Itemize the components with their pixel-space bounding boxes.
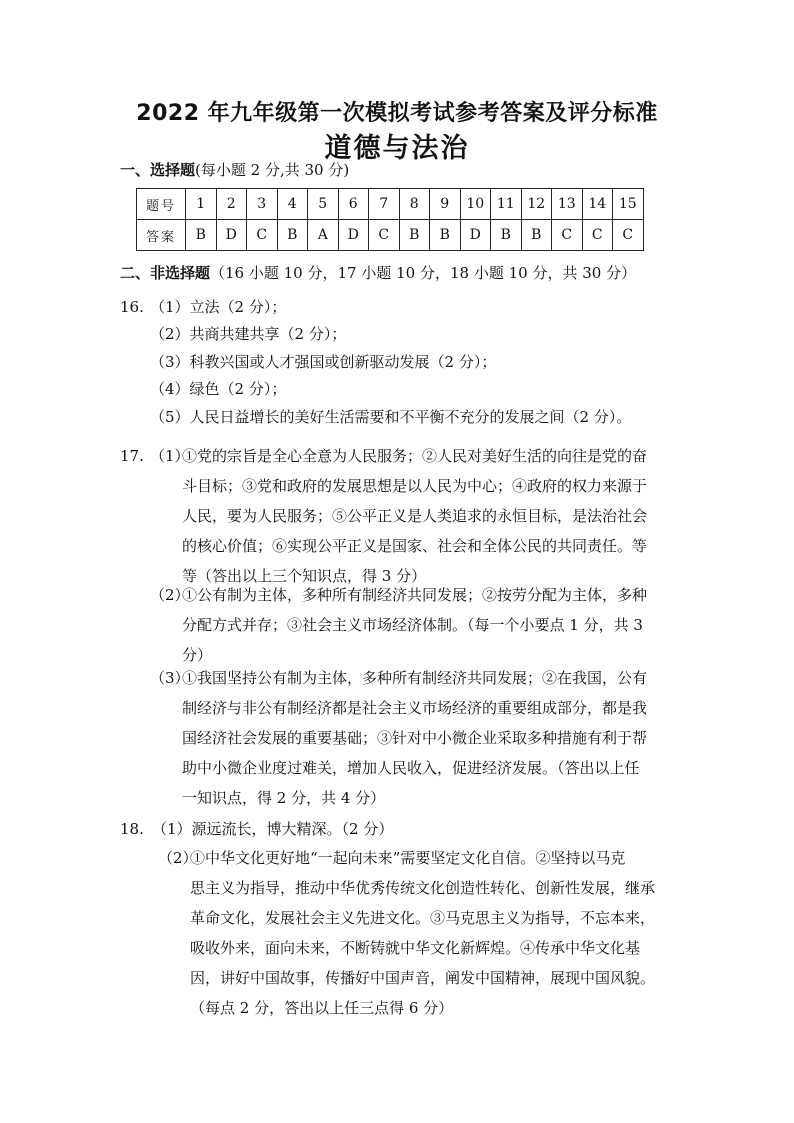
table-cell-answer: C xyxy=(247,220,278,251)
q18-part-2-line: 吸收外来，面向未来，不断铸就中华文化新辉煌。④传承中华文化基 xyxy=(190,939,641,957)
q17-part-3-line: 一知识点，得 2 分，共 4 分） xyxy=(182,789,386,807)
q16-item-4: （4）绿色（2 分）； xyxy=(150,380,287,398)
q17-part-1-line: 等（答出以上三个知识点，得 3 分） xyxy=(182,567,427,585)
table-cell-answer: C xyxy=(552,220,583,251)
q17-part-1-line: 的核心价值；⑥实现公平正义是国家、社会和全体公民的共同责任。等 xyxy=(182,537,648,555)
table-cell-answer: D xyxy=(338,220,369,251)
table-head-number: 题号 xyxy=(137,189,186,220)
table-cell-number: 14 xyxy=(582,189,613,220)
q16-number: 16. xyxy=(120,298,144,316)
q17-part-2-line: ①公有制为主体，多种所有制经济共同发展；②按劳分配为主体，多种 xyxy=(182,586,648,604)
section-1-label: 一、选择题 xyxy=(120,161,196,179)
table-cell-number: 1 xyxy=(186,189,217,220)
q18-part-2-number: （2） xyxy=(158,849,198,867)
q16-item-3: （3）科教兴国或人才强国或创新驱动发展（2 分）； xyxy=(150,353,497,371)
q17-part-3-line: 国经济社会发展的重要基础；③针对中小微企业采取多种措施有利于帮 xyxy=(182,729,648,747)
table-cell-answer: B xyxy=(399,220,430,251)
table-cell-answer: B xyxy=(521,220,552,251)
table-cell-number: 9 xyxy=(430,189,461,220)
q17-part-3-number: （3） xyxy=(150,669,190,687)
section-1-note: (每小题 2 分,共 30 分) xyxy=(195,161,350,179)
q17-part-3-line: 助中小微企业度过难关，增加人民收入，促进经济发展。（答出以上任 xyxy=(182,759,640,777)
table-cell-number: 7 xyxy=(369,189,400,220)
table-cell-number: 8 xyxy=(399,189,430,220)
q17-part-1-line: 斗目标；③党和政府的发展思想是以人民为中心；④政府的权力来源于 xyxy=(182,477,648,495)
q17-part-3-line: ①我国坚持公有制为主体，多种所有制经济共同发展；②在我国，公有 xyxy=(182,669,648,687)
table-cell-number: 15 xyxy=(613,189,644,220)
section-1-heading xyxy=(120,159,349,180)
table-cell-number: 3 xyxy=(247,189,278,220)
q18-part-2 xyxy=(158,843,698,1023)
q18-part-2-line: 因，讲好中国故事，传播好中国声音，阐发中国精神，展现中国风貌。 xyxy=(190,969,656,987)
table-head-answer: 答案 xyxy=(137,220,186,251)
q18-part-2-line: （每点 2 分，答出以上任三点得 6 分） xyxy=(190,999,454,1017)
table-cell-answer: B xyxy=(277,220,308,251)
section-2-heading xyxy=(120,262,636,283)
q17-part-2-number: （2） xyxy=(150,586,190,604)
page-title: 2022 年九年级第一次模拟考试参考答案及评分标准 xyxy=(136,101,658,126)
table-cell-answer: D xyxy=(460,220,491,251)
q17-part-3 xyxy=(150,663,690,813)
section-2-label: 二、非选择题 xyxy=(120,264,211,282)
table-cell-answer: A xyxy=(308,220,339,251)
answer-table-number-row xyxy=(137,189,644,220)
table-cell-answer: B xyxy=(186,220,217,251)
q18-part-2-line: 革命文化，发展社会主义先进文化。③马克思主义为指导，不忘本来， xyxy=(190,909,656,927)
q17-part-1 xyxy=(150,441,690,591)
table-cell-number: 6 xyxy=(338,189,369,220)
table-cell-number: 12 xyxy=(521,189,552,220)
q17-part-3-line: 制经济与非公有制经济都是社会主义市场经济的重要组成部分，都是我 xyxy=(182,699,648,717)
table-cell-number: 5 xyxy=(308,189,339,220)
q17-part-1-line: 人民，要为人民服务；⑤公平正义是人类追求的永恒目标，是法治社会 xyxy=(182,507,648,525)
q17-part-1-number: （1） xyxy=(150,447,190,465)
table-cell-number: 10 xyxy=(460,189,491,220)
table-cell-answer: B xyxy=(491,220,522,251)
table-cell-answer: D xyxy=(216,220,247,251)
q18-part-1: （1）源远流长，博大精深。（2 分） xyxy=(152,820,394,838)
q18-number: 18. xyxy=(120,820,144,838)
q16-item-5: （5）人民日益增长的美好生活需要和不平衡不充分的发展之间（2 分）。 xyxy=(150,408,632,426)
table-cell-answer: C xyxy=(613,220,644,251)
q17-part-2-line: 分配方式并存；③社会主义市场经济体制。（每一个小要点 1 分，共 3 xyxy=(182,616,643,634)
table-cell-answer: C xyxy=(369,220,400,251)
table-cell-number: 13 xyxy=(552,189,583,220)
q17-part-2-line: 分） xyxy=(182,646,213,664)
q17-number: 17. xyxy=(120,447,144,465)
table-cell-number: 4 xyxy=(277,189,308,220)
q17-part-2 xyxy=(150,580,690,670)
q18-part-2-line: 思主义为指导，推动中华优秀传统文化创造性转化、创新性发展，继承 xyxy=(190,879,656,897)
table-cell-answer: C xyxy=(582,220,613,251)
q17-part-1-line: ①党的宗旨是全心全意为人民服务；②人民对美好生活的向往是党的奋 xyxy=(182,447,648,465)
q16-item-1: （1）立法（2 分）； xyxy=(150,298,287,316)
table-cell-number: 11 xyxy=(491,189,522,220)
q18-part-2-line: ①中华文化更好地“一起向未来”需要坚定文化自信。②坚持以马克 xyxy=(190,849,626,867)
answer-table-answer-row xyxy=(137,220,644,251)
section-2-note: （16 小题 10 分，17 小题 10 分，18 小题 10 分，共 30 分） xyxy=(210,264,637,282)
q16-item-2: （2）共商共建共享（2 分）； xyxy=(150,325,347,343)
answer-table xyxy=(136,188,644,251)
table-cell-number: 2 xyxy=(216,189,247,220)
table-cell-answer: B xyxy=(430,220,461,251)
subject-title: 道德与法治 xyxy=(324,133,470,164)
